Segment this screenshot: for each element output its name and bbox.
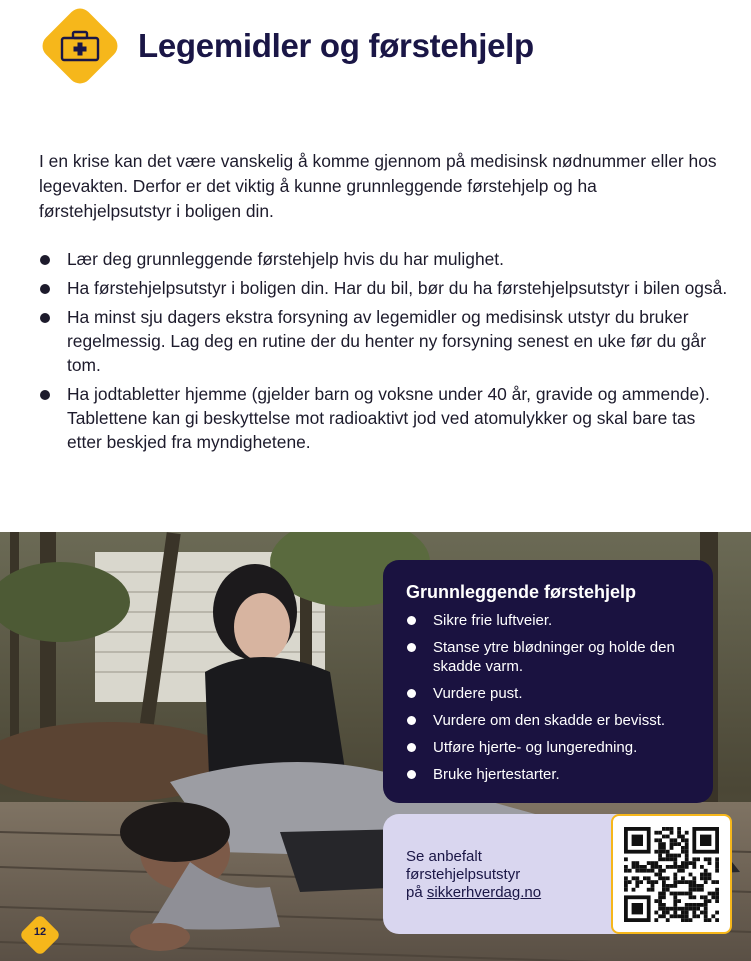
list-item-text: Stanse ytre blødninger og holde den skadde varm. [433,639,675,675]
list-item [39,382,729,454]
list-item-text: Ha minst sju dagers ekstra forsyning av legemidler og medisinsk utstyr du bruker regelmessig. Lag deg en rutine der du henter ny forsyning senest en uke før du går tom. [67,307,707,375]
list-item [406,711,693,730]
list-item-text: Utføre hjerte- og lungeredning. [433,739,638,756]
list-item [39,305,729,377]
page-number-badge [18,913,62,957]
qr-code[interactable] [611,814,732,934]
recommendation-line-1: Se anbefalt [406,848,482,865]
list-item-text: Vurdere pust. [433,685,523,702]
recommendation-prefix: på [406,884,427,901]
qr-code-icon [624,827,719,922]
first-aid-kit-icon [38,4,122,88]
list-item-text: Ha førstehjelpsutstyr i boligen din. Har du bil, bør du ha førstehjelpsutstyr i bilen også. [67,278,728,298]
list-item [406,765,693,784]
list-item [406,611,693,630]
list-item-text: Sikre frie luftveier. [433,612,553,629]
bullet-icon [40,255,50,265]
page-header [38,4,534,88]
bullet-icon [407,743,416,752]
list-item-text: Bruke hjertestarter. [433,766,560,783]
list-item-text: Vurdere om den skadde er bevisst. [433,712,666,729]
list-item [406,684,693,703]
bullet-icon [407,770,416,779]
list-item-text: Lær deg grunnleggende førstehjelp hvis du har mulighet. [67,249,504,269]
bullet-icon [40,390,50,400]
first-aid-info-box [383,560,713,803]
sikkerhverdag-link[interactable]: sikkerhverdag.no [426,884,542,901]
advice-list [39,247,729,459]
list-item [406,638,693,676]
first-aid-title: Grunnleggende førstehjelp [406,582,637,602]
list-item [39,276,729,300]
recommendation-line-2: førstehjelpsutstyr [406,866,521,883]
page-title: Legemidler og førstehjelp [138,27,534,64]
intro-paragraph: I en krise kan det være vanskelig å komme gjennom på medisinsk nødnummer eller hos legevakten. Derfor er det viktig å kunne grunnleggende førstehjelp og ha førstehjelpsutstyr i boligen din. [39,151,717,221]
list-item-text: Ha jodtabletter hjemme (gjelder barn og voksne under 40 år, gravide og ammende). Tablettene kan gi beskyttelse mot radioaktivt jod ved atomulykker og skal bare tas etter beskjed fra myndighetene. [67,384,710,452]
bullet-icon [407,689,416,698]
bullet-icon [40,284,50,294]
bullet-icon [40,313,50,323]
first-aid-list [406,611,693,784]
page-number: 12 [33,926,47,938]
bullet-icon [407,616,416,625]
list-item [39,247,729,271]
bullet-icon [407,716,416,725]
list-item [406,738,693,757]
bullet-icon [407,643,416,652]
